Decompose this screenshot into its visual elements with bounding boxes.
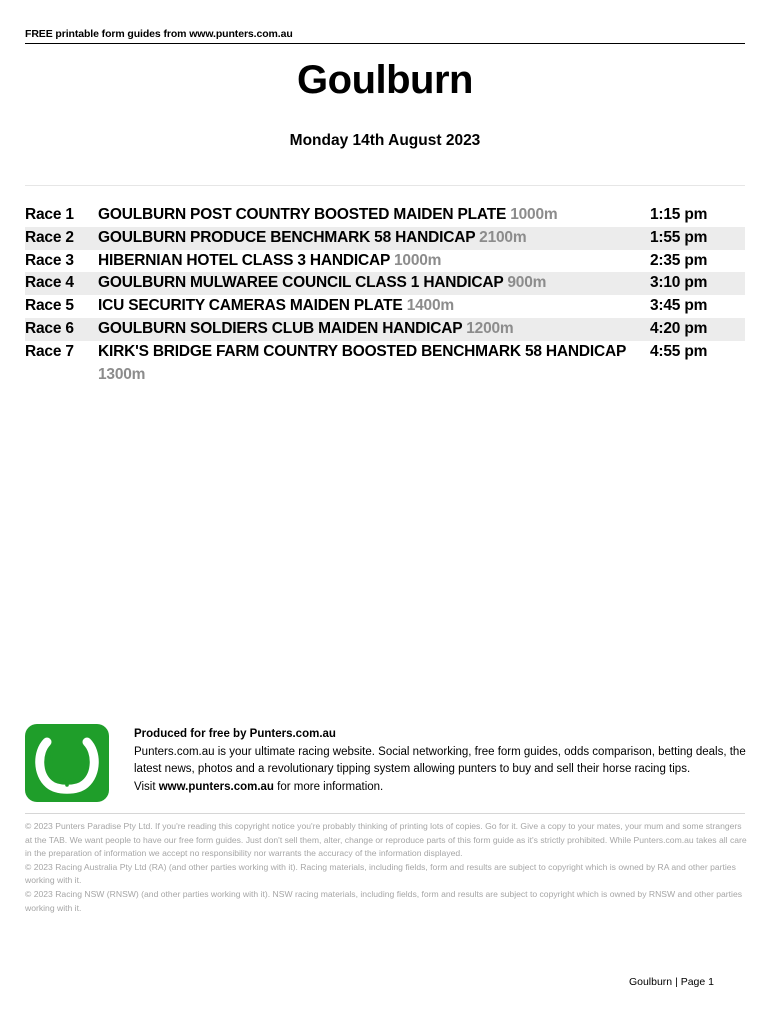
race-name: KIRK'S BRIDGE FARM COUNTRY BOOSTED BENCHMARK 58 HANDICAP (98, 342, 626, 360)
divider (25, 185, 745, 186)
divider (25, 813, 745, 814)
race-number: Race 5 (25, 297, 74, 315)
race-number: Race 6 (25, 319, 74, 337)
race-number: Race 2 (25, 228, 74, 246)
race-distance: 1200m (466, 319, 514, 337)
page-date: Monday 14th August 2023 (289, 132, 481, 149)
race-row-6 (25, 318, 745, 341)
promo-visit-line (134, 779, 746, 797)
visit-prefix: Visit (134, 780, 159, 793)
race-distance: 900m (507, 274, 547, 292)
top-banner: FREE printable form guides from www.punters.com.au (25, 28, 745, 44)
race-number: Race 7 (25, 342, 74, 360)
race-distance: 1300m (98, 365, 146, 383)
race-time: 1:55 pm (650, 228, 708, 246)
race-number: Race 3 (25, 251, 74, 269)
race-time: 3:10 pm (650, 274, 708, 292)
race-row-5 (25, 295, 745, 318)
race-number: Race 1 (25, 206, 74, 223)
punters-logo (25, 724, 109, 802)
race-distance: 2100m (479, 228, 527, 246)
copyright-punters: © 2023 Punters Paradise Pty Ltd. If you're reading this copyright notice you're probably thinking of printing lots of copies. Go for it. Give a copy to your mates, your mum and some strangers at the TAB. We want people to have our free form guides. Just don't sell them, alter, change or reproduce parts of this form guide as it's strictly prohibited. While Punters.com.au takes all care in the preparation of information we accept no responsibility nor warrants the accuracy of the information displayed. (25, 821, 747, 859)
race-distance: 1400m (406, 297, 454, 315)
race-name: GOULBURN PRODUCE BENCHMARK 58 HANDICAP (98, 228, 476, 246)
race-distance: 1000m (510, 206, 558, 223)
race-row-4 (25, 272, 745, 295)
race-time: 2:35 pm (650, 251, 708, 269)
page-title: Goulburn (297, 58, 473, 102)
punters-link[interactable]: www.punters.com.au (158, 780, 274, 793)
promo-block (134, 726, 746, 796)
horseshoe-icon (25, 724, 109, 802)
promo-heading: Produced for free by Punters.com.au (134, 728, 336, 740)
race-time: 1:15 pm (650, 206, 708, 223)
race-row-3 (25, 250, 745, 273)
race-name: GOULBURN SOLDIERS CLUB MAIDEN HANDICAP (98, 319, 463, 337)
promo-body: Punters.com.au is your ultimate racing website. Social networking, free form guides, odds comparison, betting deals, the latest news, photos and a revolutionary tipping system allowing punters to buy and sell their horse racing tips. (134, 745, 746, 775)
race-time: 3:45 pm (650, 297, 708, 315)
race-number: Race 4 (25, 274, 74, 292)
legal-notice (25, 820, 747, 915)
race-name: GOULBURN MULWAREE COUNCIL CLASS 1 HANDICAP (98, 274, 504, 292)
race-row-2 (25, 227, 745, 250)
race-row-1 (25, 204, 745, 227)
race-time: 4:55 pm (650, 342, 708, 360)
race-distance: 1000m (393, 251, 442, 269)
page-footer: Goulburn | Page 1 (628, 976, 714, 988)
race-row-7 (25, 341, 745, 387)
copyright-racing-australia: © 2023 Racing Australia Pty Ltd (RA) (and other parties working with it). Racing materials, including fields, form and results are subject to copyright which is owned by RA and other parties working with it. (25, 861, 736, 886)
copyright-racing-nsw: © 2023 Racing NSW (RNSW) (and other parties working with it). NSW racing materials, including fields, form and results are subject to copyright which is owned by RNSW and other parties working with it. (25, 888, 743, 913)
race-name: HIBERNIAN HOTEL CLASS 3 HANDICAP (98, 251, 390, 269)
visit-suffix: for more information. (273, 780, 384, 793)
race-name: ICU SECURITY CAMERAS MAIDEN PLATE (98, 297, 403, 315)
race-list (25, 204, 745, 386)
race-name: GOULBURN POST COUNTRY BOOSTED MAIDEN PLATE (98, 206, 507, 223)
race-time: 4:20 pm (650, 319, 708, 337)
